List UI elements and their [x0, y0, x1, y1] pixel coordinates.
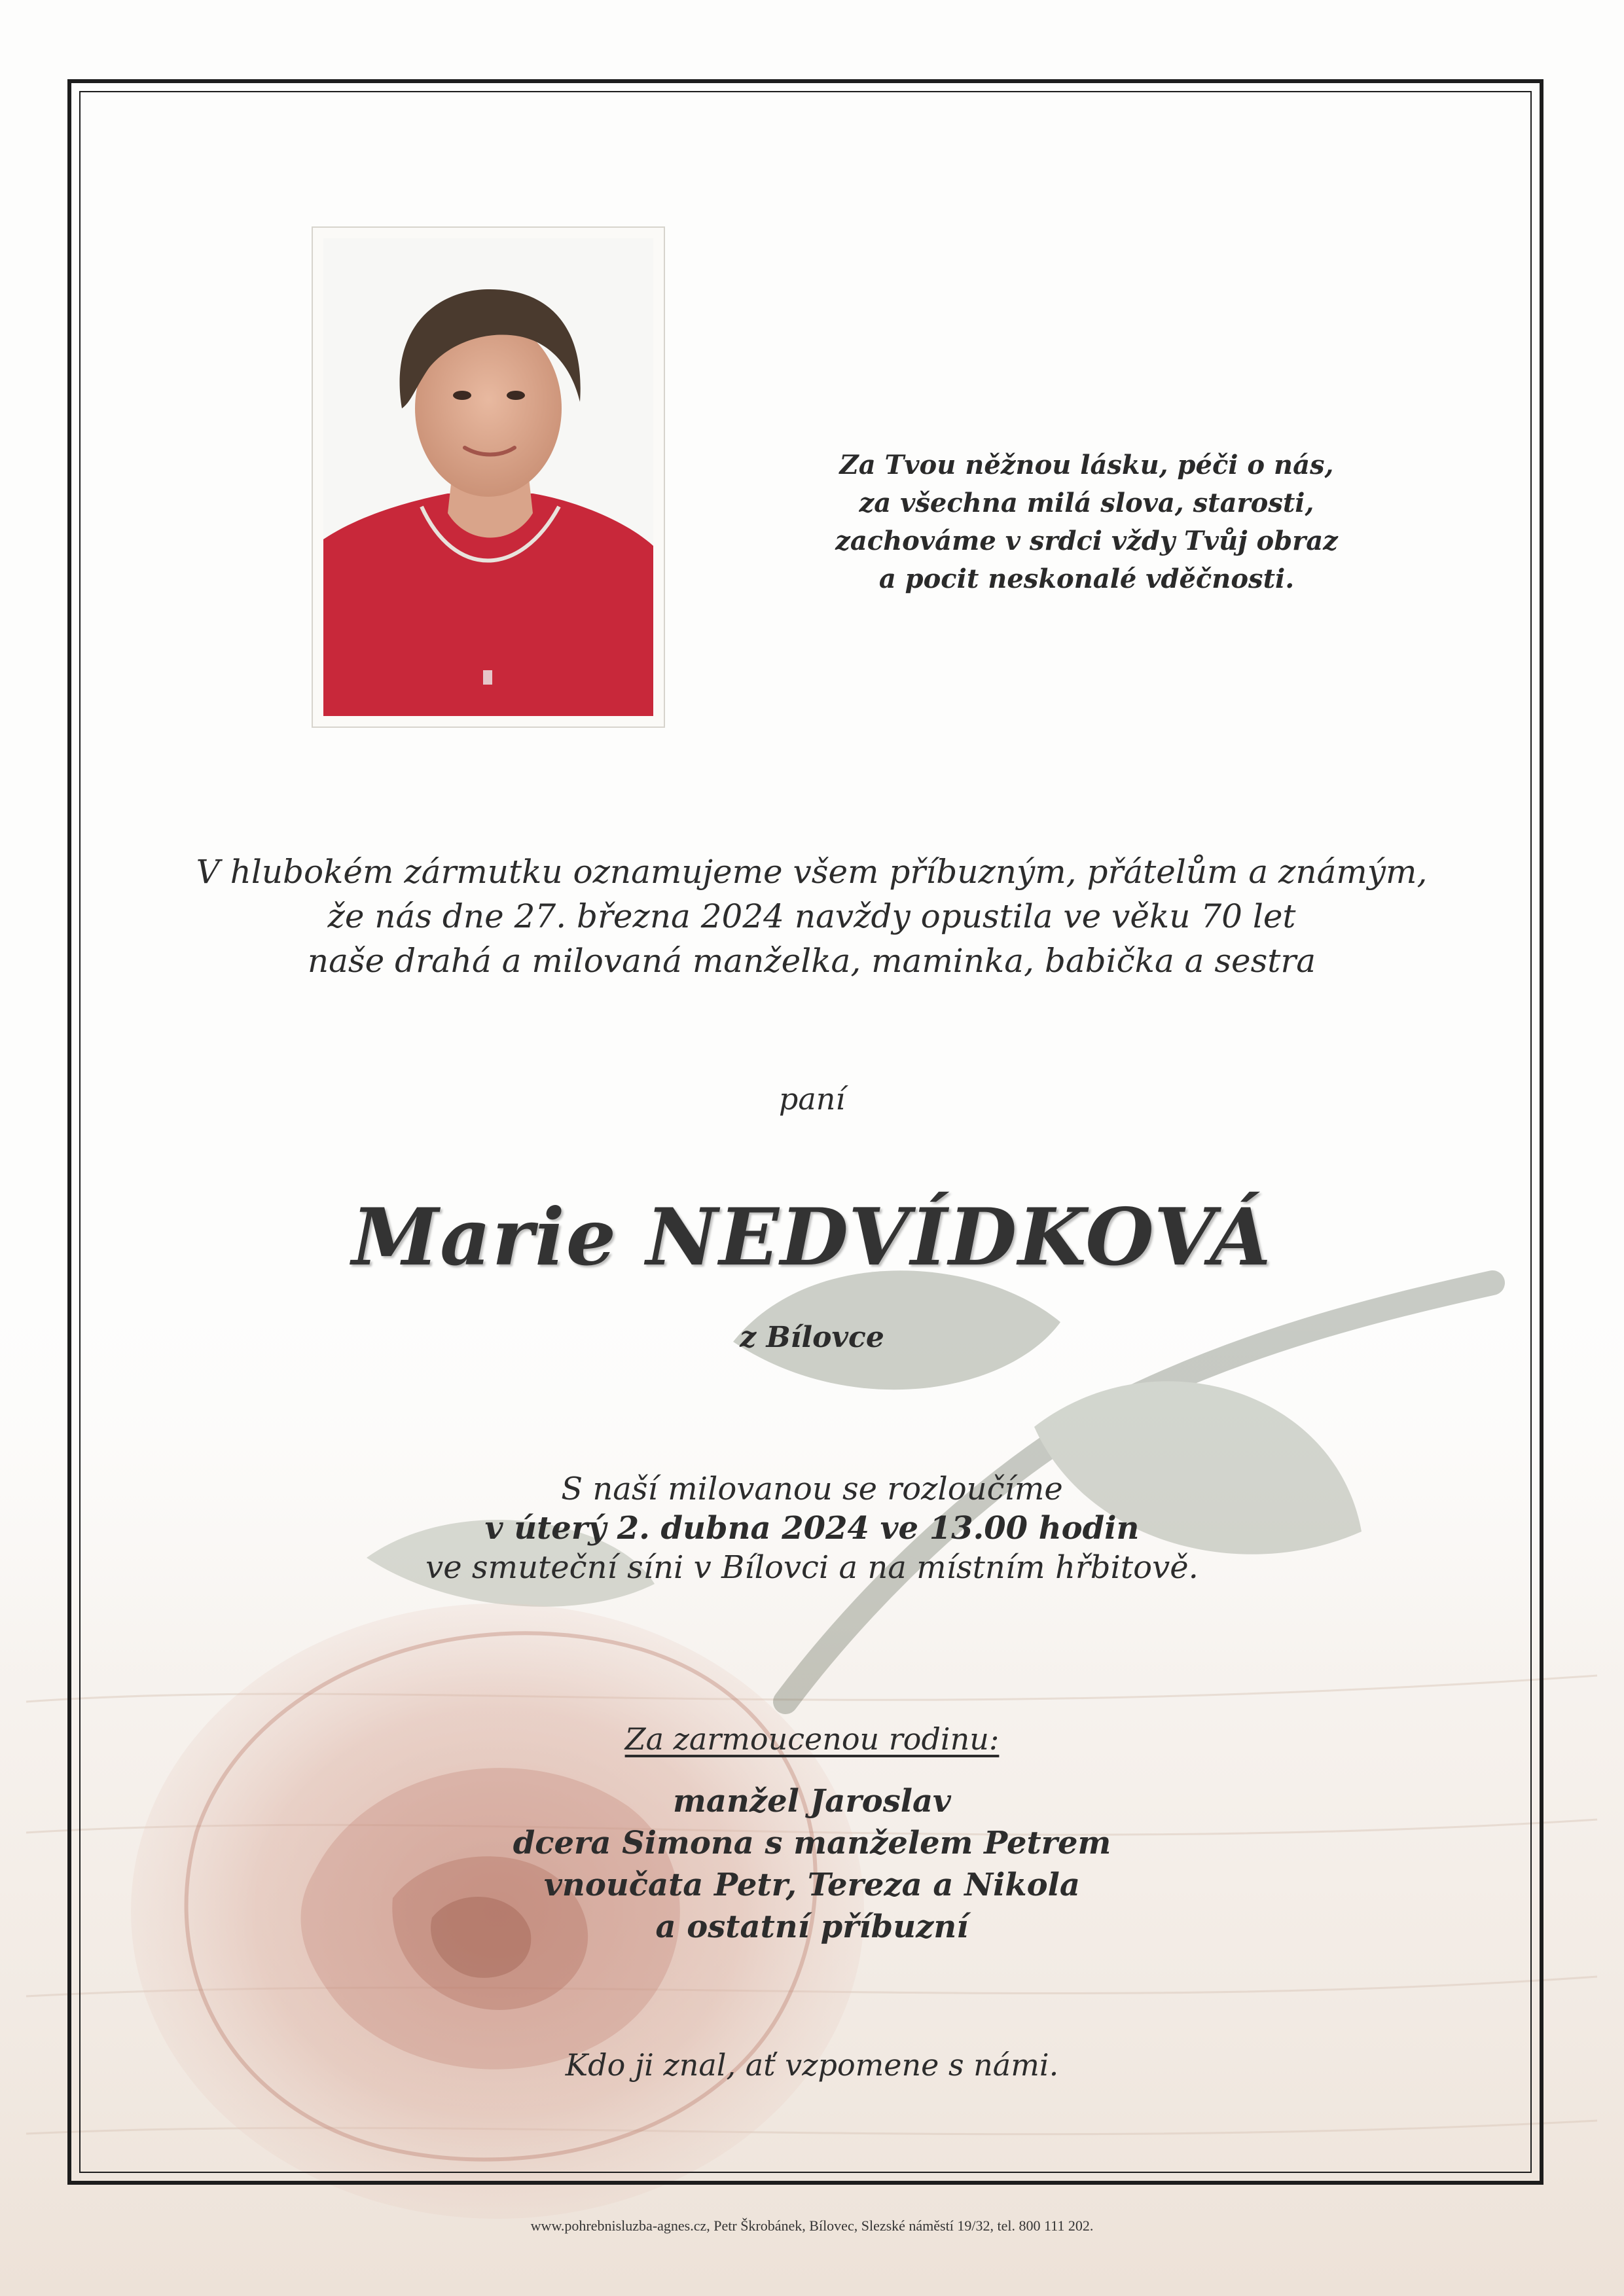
announcement-line: V hlubokém zármutku oznamujeme všem příbuzným, přátelům a známým,	[196, 853, 1428, 891]
farewell-details	[0, 1469, 1624, 1587]
family-member: a ostatní příbuzní	[655, 1909, 969, 1945]
quote-line: za všechna milá slova, starosti,	[859, 488, 1314, 518]
quote-line: a pocit neskonalé vděčnosti.	[878, 564, 1295, 594]
memorial-quote	[805, 446, 1368, 598]
family-member: vnoučata Petr, Tereza a Nikola	[544, 1867, 1080, 1903]
funeral-service-footer: www.pohrebnisluzba-agnes.cz, Petr Škrobánek, Bílovec, Slezské náměstí 19/32, tel. 800 111 202.	[530, 2217, 1094, 2234]
family-members	[0, 1780, 1624, 1948]
deceased-name: Marie NEDVÍDKOVÁ	[352, 1191, 1272, 1283]
family-member: manžel Jaroslav	[673, 1783, 951, 1820]
farewell-place: ve smuteční síni v Bílovci a na místním hřbitově.	[425, 1549, 1199, 1586]
honorific: paní	[778, 1081, 846, 1117]
quote-line: zachováme v srdci vždy Tvůj obraz	[835, 526, 1338, 556]
portrait-photo-frame	[312, 226, 665, 728]
farewell-line: S naší milovanou se rozloučíme	[561, 1471, 1063, 1507]
family-member: dcera Simona s manželem Petrem	[513, 1825, 1111, 1861]
closing-line: Kdo ji znal, ať vzpomene s námi.	[565, 2047, 1059, 2083]
announcement-line: že nás dne 27. března 2024 navždy opustila ve věku 70 let	[327, 897, 1296, 935]
death-announcement	[157, 850, 1466, 983]
announcement-line: naše drahá a milovaná manželka, maminka, babička a sestra	[307, 942, 1316, 980]
quote-line: Za Tvou něžnou lásku, péči o nás,	[839, 450, 1334, 480]
family-heading	[0, 1721, 1624, 1757]
family-heading-text: Za zarmoucenou rodinu:	[624, 1721, 1000, 1757]
deceased-origin: z Bílovce	[740, 1321, 884, 1354]
farewell-date-time: v úterý 2. dubna 2024 ve 13.00 hodin	[484, 1510, 1140, 1547]
portrait-photo	[323, 238, 653, 716]
